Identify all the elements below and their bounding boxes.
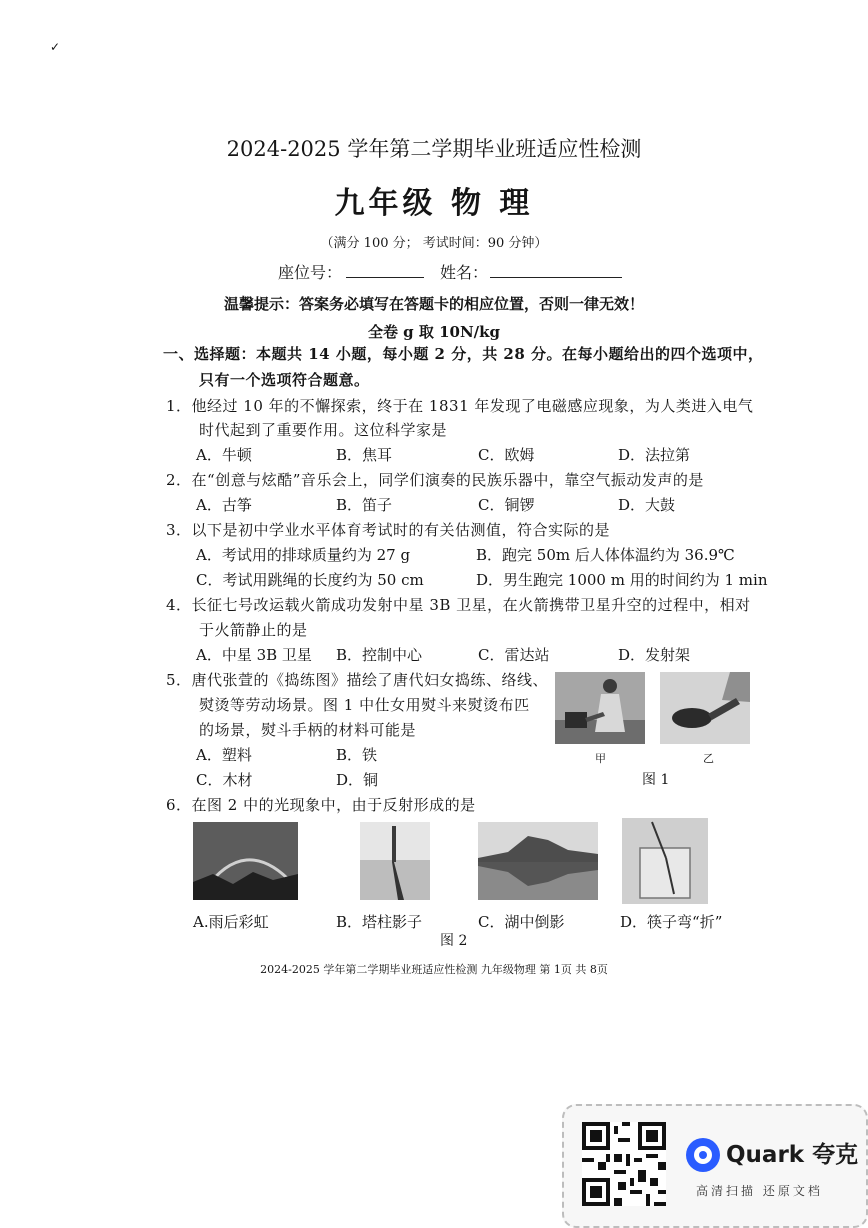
- seat-label: 座位号：: [278, 263, 343, 282]
- question-5-stem-line1: 5．唐代张萱的《捣练图》描绘了唐代妇女捣练、络线、: [166, 671, 549, 689]
- figure-2-lake-image: [478, 822, 598, 900]
- seat-blank: [346, 277, 424, 278]
- page-footer: 2024-2025 学年第二学期毕业班适应性检测 九年级物理 第 1页 共 8页: [260, 963, 608, 976]
- figure-1-label-yi: 乙: [703, 752, 714, 765]
- question-4-option-b: B．控制中心: [336, 646, 423, 664]
- question-3-option-b: B．跑完 50m 后人体体温约为 36.9℃: [476, 546, 735, 564]
- question-6-stem: 6．在图 2 中的光现象中，由于反射形成的是: [166, 796, 476, 814]
- question-2-option-d: D．大鼓: [618, 496, 676, 514]
- question-5-option-c: C．木材: [196, 771, 253, 789]
- subject-title: 九年级 物 理: [334, 186, 534, 221]
- question-1-option-d: D．法拉第: [618, 446, 691, 464]
- notice: 温馨提示：答案务必填写在答题卡的相应位置，否则一律无效！: [223, 295, 644, 313]
- question-5-stem-line2: 熨烫等劳动场景。图 1 中仕女用熨斗来熨烫布匹: [199, 696, 530, 714]
- name-blank: [490, 277, 622, 278]
- quark-brand: Quark 夸克: [726, 1142, 859, 1168]
- question-1-stem-line1: 1．他经过 10 年的不懈探索，终于在 1831 年发现了电磁感应现象，为人类进入电气: [166, 397, 754, 415]
- figure-1-caption: 图 1: [642, 772, 670, 788]
- question-2-stem: 2．在“创意与炫酷”音乐会上，同学们演奏的民族乐器中，靠空气振动发声的是: [166, 471, 704, 489]
- name-label: 姓名：: [440, 263, 489, 282]
- question-4-stem-line1: 4．长征七号改运载火箭成功发射中星 3B 卫星，在火箭携带卫星升空的过程中，相对: [166, 596, 751, 614]
- question-1-option-b: B．焦耳: [336, 446, 393, 464]
- question-1-option-c: C．欧姆: [478, 446, 535, 464]
- question-6-option-a: A.雨后彩虹: [193, 913, 269, 931]
- question-4-option-d: D．发射架: [618, 646, 691, 664]
- question-5-option-a: A．塑料: [196, 746, 252, 764]
- section-heading-line2: 只有一个选项符合题意。: [199, 371, 370, 389]
- figure-1-label-jia: 甲: [595, 752, 606, 765]
- question-2-option-a: A．古筝: [196, 496, 252, 514]
- corner-mark: ✓: [50, 40, 61, 54]
- figure-2-pillar-image: [360, 822, 430, 900]
- question-3-option-c: C．考试用跳绳的长度约为 50 cm: [196, 571, 424, 589]
- question-5-option-d: D．铜: [336, 771, 379, 789]
- question-4-option-c: C．雷达站: [478, 646, 550, 664]
- figure-2-rainbow-image: [193, 822, 298, 900]
- question-6-option-b: B．塔柱影子: [336, 913, 423, 931]
- figure-1-yi-image: [660, 672, 750, 744]
- question-2-option-b: B．笛子: [336, 496, 393, 514]
- g-note: 全卷 g 取 10N/kg: [367, 323, 501, 341]
- exam-title: 2024-2025 学年第二学期毕业班适应性检测: [226, 137, 642, 161]
- question-1-stem-line2: 时代起到了重要作用。这位科学家是: [199, 421, 448, 439]
- quark-logo-icon: [686, 1138, 720, 1172]
- question-1-option-a: A．牛顿: [196, 446, 252, 464]
- question-3-option-a: A．考试用的排球质量约为 27 g: [196, 546, 411, 564]
- figure-1-jia-image: [555, 672, 645, 744]
- question-2-option-c: C．铜锣: [478, 496, 535, 514]
- quark-tagline: 高清扫描 还原文档: [696, 1184, 823, 1198]
- question-3-stem: 3．以下是初中学业水平体育考试时的有关估测值，符合实际的是: [166, 521, 611, 539]
- exam-info: （满分 100 分； 考试时间：90 分钟）: [320, 236, 548, 251]
- figure-2-chopsticks-image: [622, 818, 708, 904]
- question-5-stem-line3: 的场景，熨斗手柄的材料可能是: [199, 721, 417, 739]
- question-6-option-d: D．筷子弯“折”: [620, 913, 723, 931]
- quark-watermark: [562, 1104, 868, 1228]
- question-6-option-c: C．湖中倒影: [478, 913, 565, 931]
- question-4-option-a: A．中星 3B 卫星: [196, 646, 312, 664]
- section-heading-line1: 一、选择题：本题共 14 小题，每小题 2 分，共 28 分。在每小题给出的四个选项中，: [163, 345, 764, 363]
- question-5-option-b: B．铁: [336, 746, 378, 764]
- question-4-stem-line2: 于火箭静止的是: [199, 621, 308, 639]
- question-3-option-d: D．男生跑完 1000 m 用的时间约为 1 min: [476, 571, 768, 589]
- figure-2-caption: 图 2: [440, 933, 468, 949]
- qr-code-image: [582, 1122, 666, 1206]
